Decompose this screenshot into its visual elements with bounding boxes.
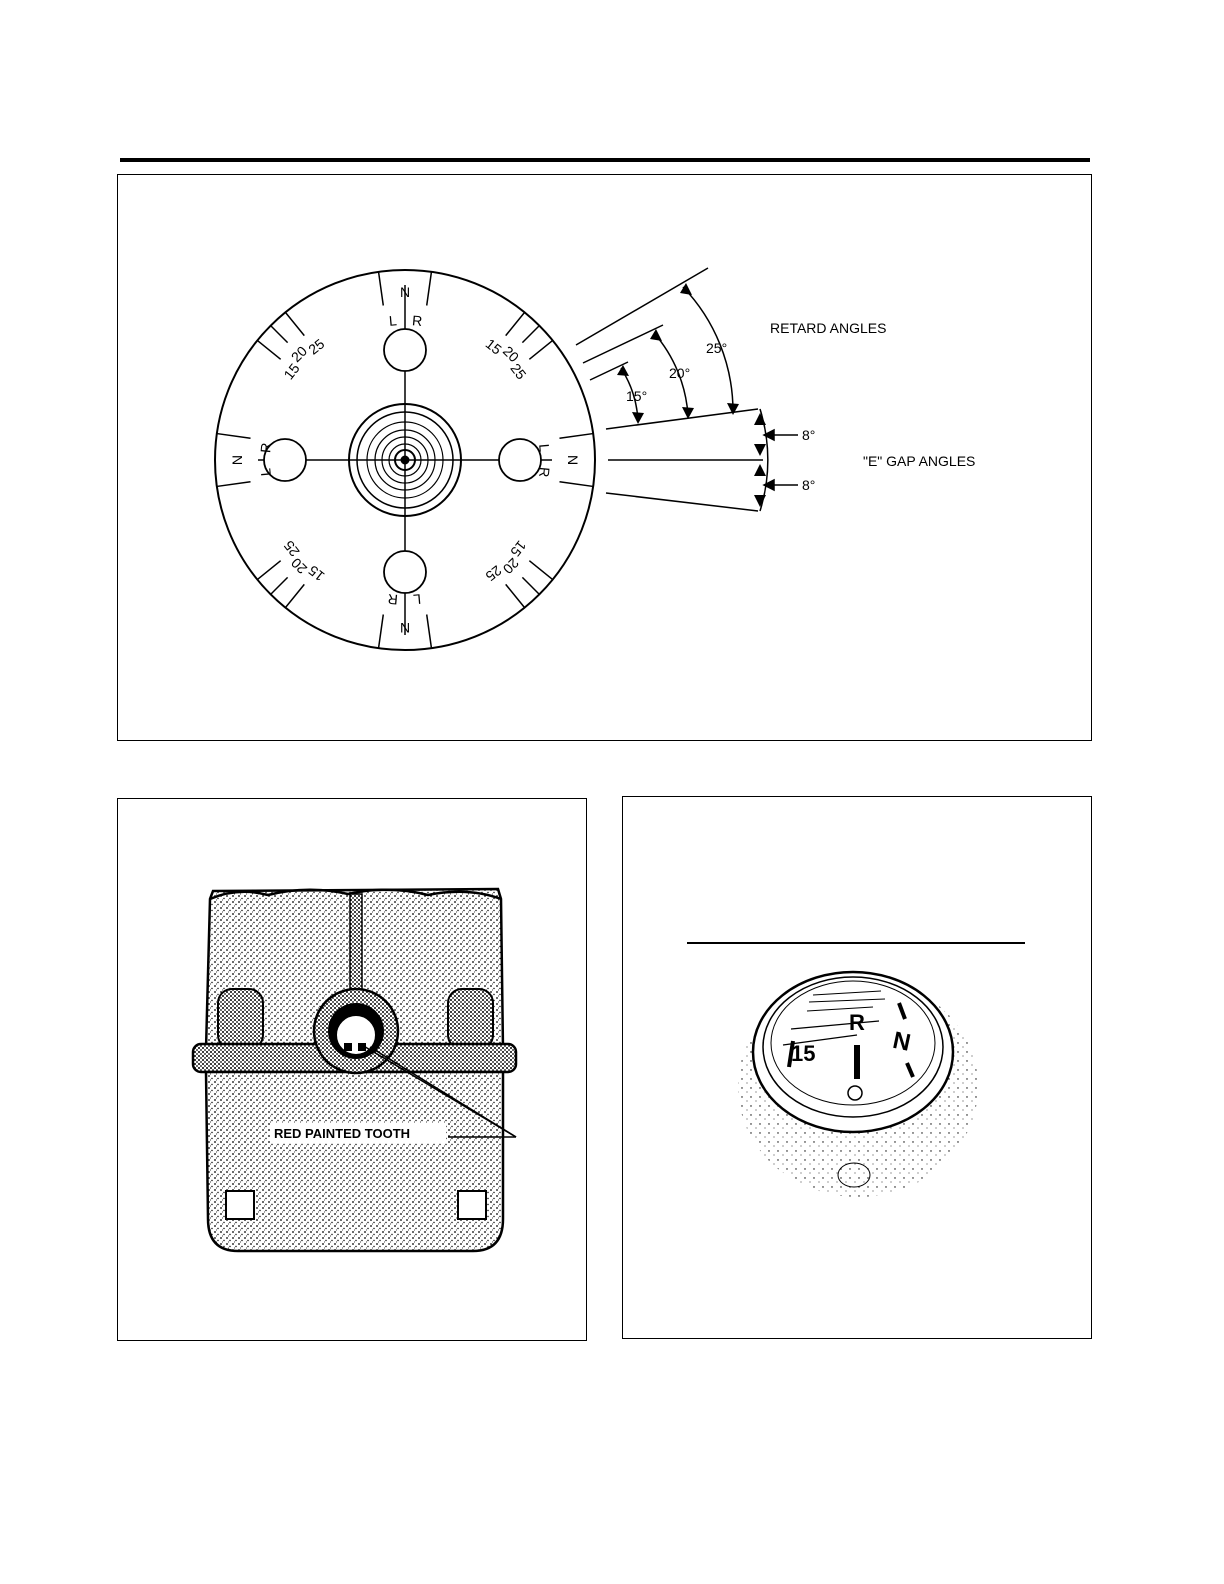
window-mark-n: N [890,1026,913,1057]
window-index-hole [848,1086,862,1100]
retard-angle-15-label: 15° [626,388,648,404]
disc-mark-r: R [387,591,399,608]
disc-tick-25 [285,312,304,335]
timing-window-illustration [623,797,1093,1340]
disc-mark-20: 20 [499,554,523,578]
retard-angle-rays [576,268,768,511]
housing-lower-body [206,1072,503,1251]
disc-tick-20 [271,577,288,594]
housing-left-foot [226,1191,254,1219]
disc-mark-r: R [411,312,423,329]
disc-tick-r [217,434,251,439]
disc-mark-15: 15 [482,335,505,358]
housing-right-boss [448,989,493,1049]
retard-angle-25-label: 25° [706,340,728,356]
disc-tick-15 [285,584,304,607]
disc-tick-r [379,614,384,648]
disc-mark-15: 15 [507,537,530,560]
disc-mark-l: L [412,591,422,608]
retard-angles-title: RETARD ANGLES [770,320,887,336]
disc-mark-n: N [565,454,581,466]
disc-mark-n: N [229,454,245,466]
disc-tick-l [559,434,593,439]
gap-angles-title: "E" GAP ANGLES [863,453,976,469]
disc-tick-r [559,482,593,487]
timing-disc-figure [117,174,1092,741]
disc-tick-20 [271,326,288,343]
page-top-rule [120,158,1090,162]
red-painted-tooth-label: RED PAINTED TOOTH [274,1126,411,1141]
disc-tick-15 [529,561,552,580]
disc-tick-25 [506,584,525,607]
disc-mark-15: 15 [305,562,328,585]
housing-left-boss [218,989,263,1049]
disc-mark-n: N [399,284,411,300]
disc-tick-15 [506,312,525,335]
gap-angle-lower-label: 8° [802,477,816,493]
disc-mark-25: 25 [482,562,505,585]
disc-mark-l: L [388,312,398,329]
disc-mark-25: 25 [507,360,530,383]
disc-mark-l: L [257,467,274,477]
disc-tick-20 [522,326,539,343]
disc-tick-15 [257,340,280,359]
disc-tick-l [427,614,432,648]
gap-angle-upper-label: 8° [802,427,816,443]
disc-tick-25 [257,561,280,580]
disc-mark-r: R [257,442,274,454]
housing-illustration [118,799,588,1342]
disc-tick-25 [529,340,552,359]
disc-tick-l [379,272,384,306]
window-mark-r: R [849,1010,865,1035]
housing-figure [117,798,587,1341]
disc-mark-25: 25 [280,537,303,560]
disc-mark-l: L [536,443,553,453]
disc-mark-20: 20 [287,554,311,578]
surface-screw [838,1163,870,1187]
retard-angle-20-label: 20° [669,365,691,381]
disc-mark-15: 15 [280,360,303,383]
disc-mark-n: N [399,620,411,636]
housing-right-foot [458,1191,486,1219]
gap-angle-leaders [764,430,798,490]
disc-tick-l [217,482,251,487]
disc-mark-25: 25 [305,335,328,358]
disc-mark-r: R [536,466,553,478]
timing-disc-diagram [118,175,1093,742]
disc-mark-20: 20 [287,342,311,366]
window-mark-15: 15 [791,1041,816,1066]
disc-tick-20 [522,577,539,594]
timing-window-figure [622,796,1092,1339]
disc-mark-20: 20 [499,342,523,366]
disc-tick-r [427,272,432,306]
